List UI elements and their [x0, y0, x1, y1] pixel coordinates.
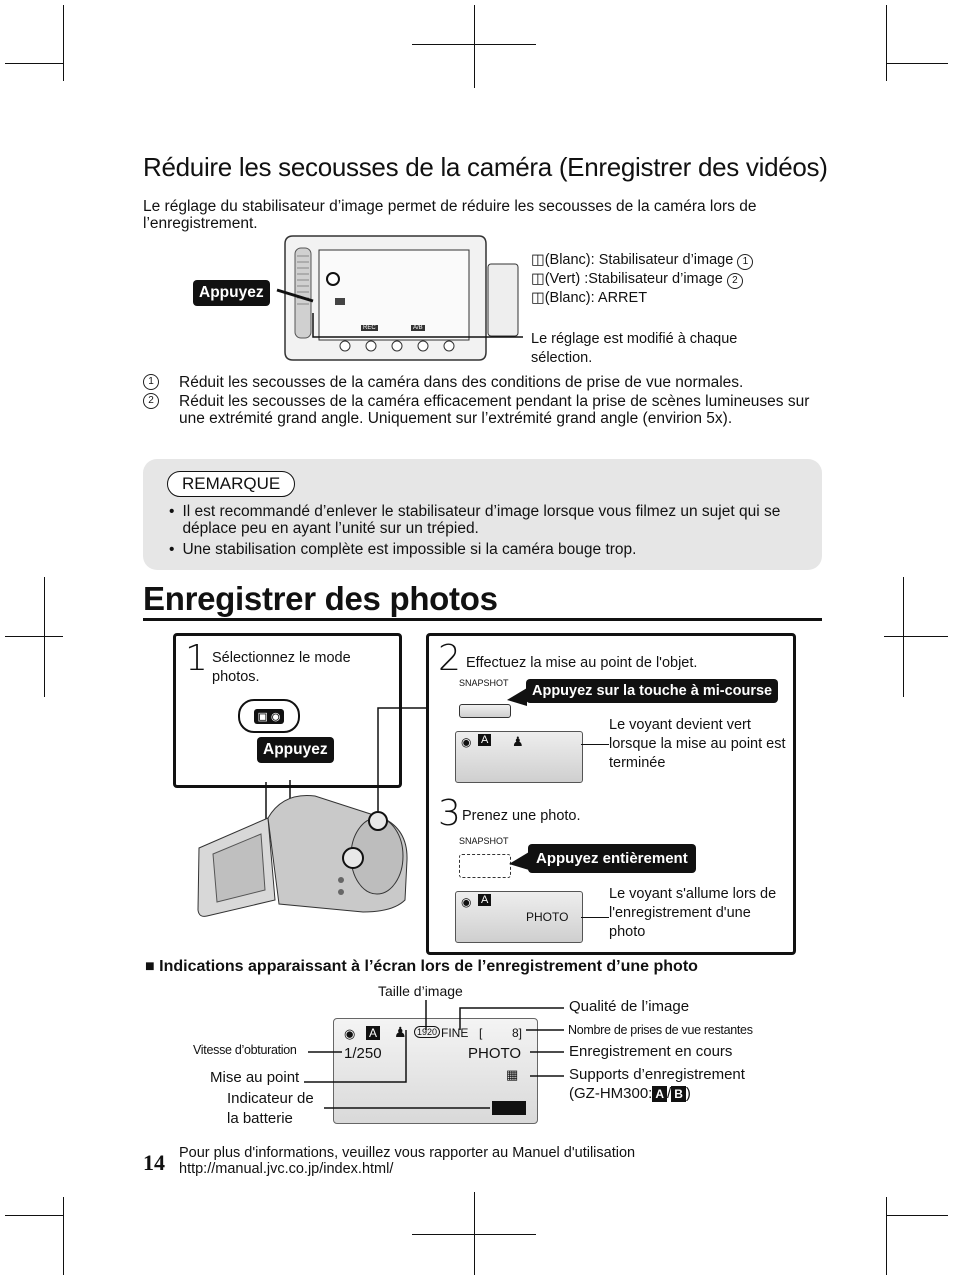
snapshot-label-3: SNAPSHOT — [459, 836, 509, 846]
change-note: Le réglage est modifié à chaque sélection. — [531, 331, 738, 366]
step3-press-label: Appuyez entièrement — [528, 844, 696, 873]
label-supports-model: (GZ-HM300: A / B ) — [569, 1085, 691, 1102]
step1-text: Sélectionnez le mode photos. — [212, 650, 351, 685]
auto-mode-icon-3: A — [478, 894, 491, 906]
remark-item-1: • Il est recommandé d’enlever le stabilisateur d’image lorsque vous filmez un sujet qui se déplace peu en ayant l’unité sur un trépied. — [169, 503, 781, 537]
rec-button-label: REC — [363, 325, 376, 331]
indications-title: ■ Indications apparaissant à l’écran lors de l’enregistrement d’une photo — [145, 958, 698, 975]
label-mise-au-point: Mise au point — [210, 1069, 300, 1086]
legend-row-1: ◫(Blanc): Stabilisateur d’image 1 — [531, 251, 753, 270]
stabilizer-notes — [143, 374, 823, 427]
label-nombre: Nombre de prises de vue restantes — [568, 1023, 753, 1037]
step23-box — [426, 633, 796, 955]
step2-text: Effectuez la mise au point de l'objet. — [466, 655, 698, 671]
indication-callouts — [300, 990, 570, 1120]
media-b-icon: B — [671, 1086, 686, 1102]
label-enregistrement: Enregistrement en cours — [569, 1043, 733, 1060]
quality-text: FINE — [441, 1026, 469, 1040]
note-2: 2 Réduit les secousses de la caméra efficacement pendant la prise de scènes lumineuses sur une extrémité grand angle. Uniquement sur l’extrémité grand angle (envirion 5x). — [143, 393, 823, 427]
step3-text: Prenez une photo. — [462, 808, 581, 824]
stabilizer-green-icon: ◫ — [531, 271, 545, 287]
remark-item-2: • Une stabilisation complète est impossible si la caméra bouge trop. — [169, 541, 637, 558]
shutter-speed: 1/250 — [344, 1045, 382, 1062]
snapshot-button-full[interactable] — [459, 854, 511, 878]
stabilizer-white-icon: ◫ — [531, 252, 545, 268]
manual-url-link[interactable]: http://manual.jvc.co.jp/index.html/ — [179, 1161, 394, 1177]
section1-intro: Le réglage du stabilisateur d’image permet de réduire les secousses de la caméra lors de l’enregistrement. — [143, 198, 757, 232]
snapshot-label-2: SNAPSHOT — [459, 678, 509, 688]
focus-icon: ♟ — [512, 734, 524, 749]
stabilizer-legend — [531, 251, 753, 308]
label-taille: Taille d’image — [378, 983, 463, 999]
stabilizer-off-icon: ◫ — [531, 290, 545, 306]
ab-button-label: A/B — [413, 325, 423, 331]
focus-person-icon: ♟ — [394, 1024, 407, 1040]
step1-number: 1 — [185, 638, 208, 679]
auto-icon: A — [366, 1026, 380, 1040]
section2-title: Enregistrer des photos — [143, 580, 498, 617]
step2-note: Le voyant devient vert lorsque la mise au point est terminée — [609, 717, 786, 771]
callout-lines — [265, 275, 525, 345]
legend-row-3: ◫(Blanc): ARRET — [531, 290, 648, 306]
snapshot-button-half[interactable] — [459, 704, 511, 718]
section1-title: Réduire les secousses de la caméra (Enregistrer des vidéos) — [143, 152, 828, 182]
note-1: 1 Réduit les secousses de la caméra dans des conditions de prise de vue normales. — [143, 374, 823, 391]
camera-mode-icon: ◉ — [344, 1026, 356, 1041]
camera-icon-3: ◉ — [461, 895, 472, 909]
bracket-text: [ — [479, 1026, 483, 1040]
label-vitesse: Vitesse d’obturation — [193, 1043, 297, 1057]
step1-press-label: Appuyez — [257, 737, 334, 763]
camcorder-illustration — [193, 790, 418, 920]
square-bullet-icon: ■ — [145, 958, 155, 975]
video-photo-mode-icon: ▣ ◉ — [254, 709, 283, 724]
press-label-stabilizer: Appuyez — [193, 280, 270, 306]
media-a-icon: A — [652, 1086, 667, 1102]
footer-text: Pour plus d'informations, veuillez vous rapporter au Manuel d'utilisation http://manual.jvc.co.jp/index.html/ — [179, 1145, 636, 1177]
label-batterie: Indicateur de la batterie — [227, 1090, 314, 1127]
page-number: 14 — [143, 1150, 165, 1175]
auto-mode-icon: A — [478, 734, 491, 746]
camera-icon: ◉ — [461, 735, 472, 749]
step3-note: Le voyant s'allume lors de l'enregistrement d'une photo — [609, 886, 777, 940]
screen-photo-text: PHOTO — [526, 910, 569, 924]
remark-tag: REMARQUE — [167, 471, 295, 497]
label-supports: Supports d’enregistrement — [569, 1066, 745, 1083]
legend-row-2: ◫(Vert) :Stabilisateur d’image 2 — [531, 270, 753, 289]
recording-status: PHOTO — [468, 1045, 522, 1062]
section2-rule — [143, 618, 822, 621]
step2-number: 2 — [438, 638, 461, 679]
focus-screen-2 — [455, 731, 583, 783]
photo-screen-3 — [455, 891, 583, 943]
remaining-text: 8] — [512, 1026, 523, 1040]
step2-press-label: Appuyez sur la touche à mi-course — [526, 679, 778, 703]
label-qualite: Qualité de l’image — [569, 998, 690, 1015]
media-icon: ▦ — [506, 1067, 519, 1082]
remark-box — [143, 459, 822, 570]
step3-number: 3 — [438, 793, 461, 834]
image-size-badge: 1920 — [414, 1026, 440, 1038]
